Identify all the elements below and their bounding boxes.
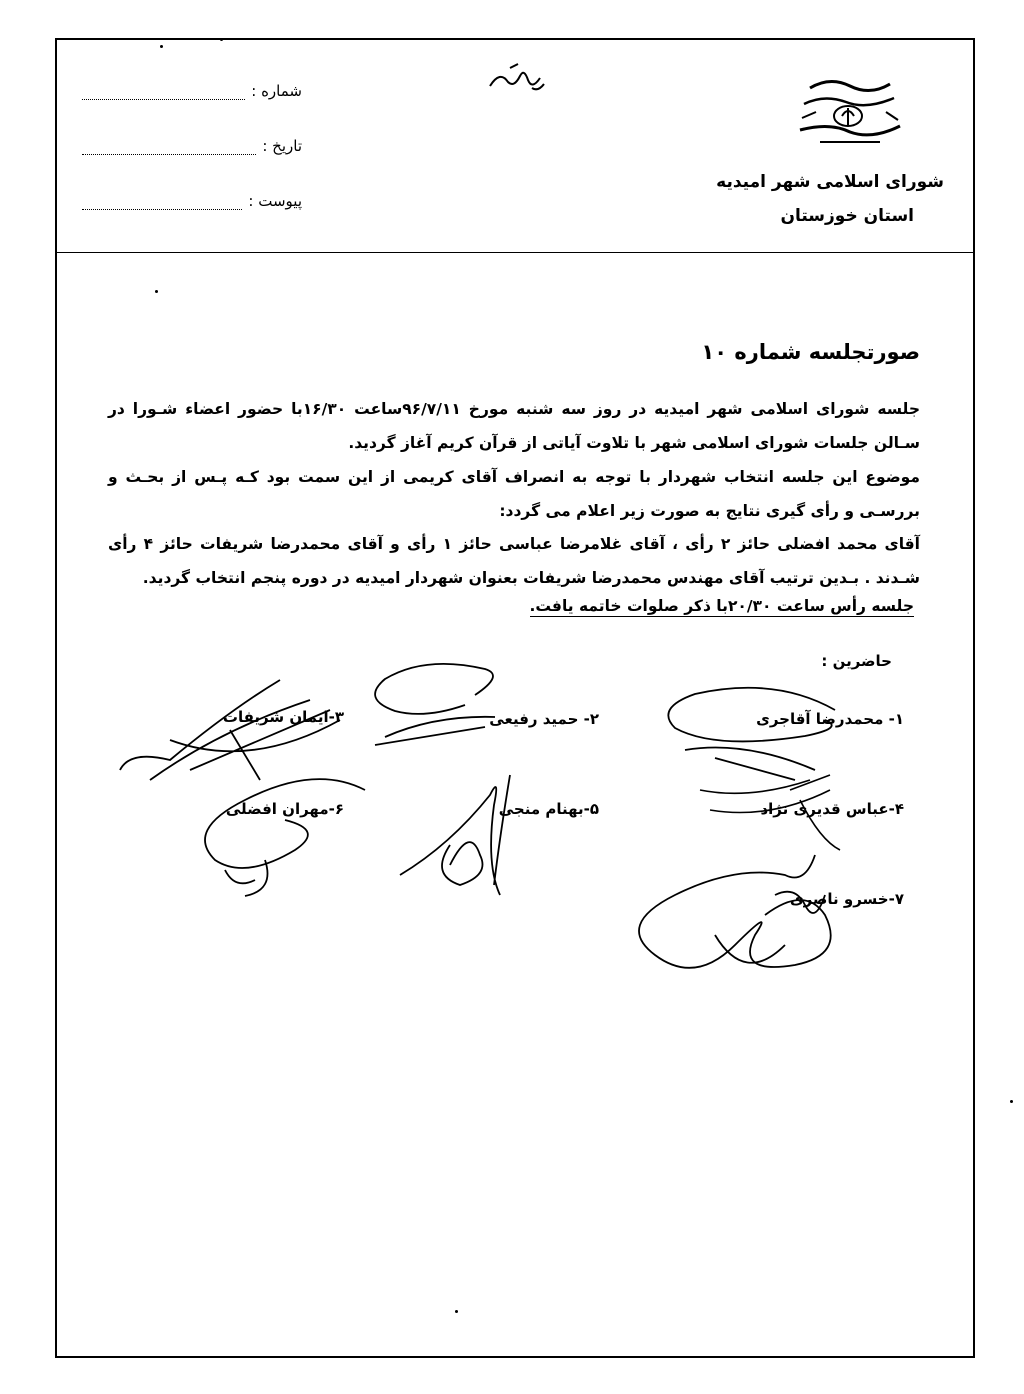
attachment-dots	[82, 199, 242, 210]
page-frame	[55, 38, 975, 1358]
number-dots	[82, 89, 245, 100]
scan-speck	[1010, 1100, 1013, 1103]
attendee-7: ۷-خسرو ناصری	[789, 890, 904, 908]
attendee-3: ۳-ایمان شریفات	[222, 708, 344, 726]
paragraph-subject: موضوع این جلسه انتخاب شهردار با توجه به انصراف آقای کریمی از این سمت بود کـه پـس از بحـث و بررسـی و رأی گیری نتایج به صورت زیر اعلام می گردد:	[108, 468, 920, 520]
attendee-4: ۴-عباس قدیری نژاد	[760, 800, 904, 818]
date-dots	[82, 144, 256, 155]
invocation-calligraphy	[470, 58, 560, 98]
attendee-5: ۵-بهنام منجی	[498, 800, 599, 818]
document-title: صورتجلسه شماره ۱۰	[701, 340, 920, 364]
scan-speck	[220, 38, 223, 41]
org-name: شورای اسلامی شهر امیدیه	[716, 172, 944, 192]
attachment-field	[82, 188, 302, 210]
scan-speck	[155, 290, 158, 293]
attendee-1: ۱- محمدرضا آقاجری	[756, 710, 904, 728]
attendee-2: ۲- حمید رفیعی	[489, 710, 599, 728]
attendee-6: ۶-مهران افضلی	[225, 800, 344, 818]
scan-speck	[160, 45, 163, 48]
attendees-label: حاضرین :	[821, 652, 892, 670]
date-field	[82, 133, 302, 155]
emblem-logo	[790, 68, 910, 168]
header-divider	[55, 252, 975, 253]
province-name: استان خوزستان	[780, 206, 914, 226]
paragraph-opening: جلسه شورای اسلامی شهر امیدیه در روز سه شنبه مورخ ۹۶/۷/۱۱ساعت ۱۶/۳۰با حضور اعضاء شـورا در سـالن جلسات شورای اسلامی شهر با تلاوت آیاتی از قرآن کریم آغاز گردید.	[108, 400, 920, 452]
attachment-label: پیوست :	[248, 192, 302, 210]
closing-line: جلسه رأس ساعت ۲۰/۳۰با ذکر صلوات خاتمه یافت.	[529, 597, 914, 615]
number-field	[82, 78, 302, 100]
number-label: شماره :	[251, 82, 302, 100]
scan-speck	[455, 1310, 458, 1313]
paragraph-results: آقای محمد افضلی حائز ۲ رأی ، آقای غلامرضا عباسی حائز ۱ رأی و آقای محمدرضا شریفات حائز ۴ رأی شـدند . بـدین ترتیب آقای مهندس محمدرضا شریفات بعنوان شهردار امیدیه در دوره پنجم انتخاب گردید.	[108, 535, 920, 587]
date-label: تاریخ :	[262, 137, 302, 155]
